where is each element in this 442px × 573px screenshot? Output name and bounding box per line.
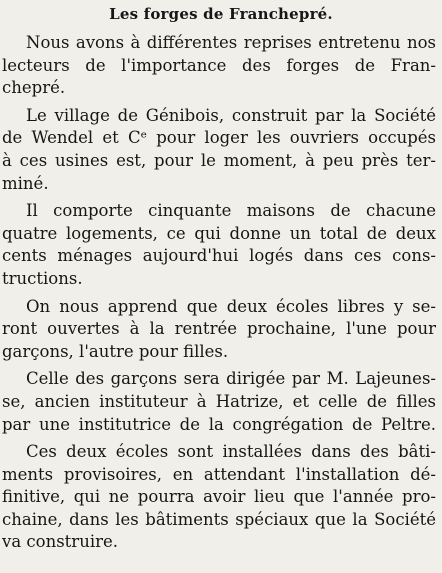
paragraph-line: va construire. xyxy=(2,532,118,552)
paragraph-line: Il comporte cinquante maisons de chacune xyxy=(26,201,436,221)
paragraph-line: miné. xyxy=(2,173,49,193)
article-title: Les forges de Franchepré. xyxy=(109,5,333,23)
paragraph-line: de Wendel et Cᵉ pour loger les ouvriers occupés xyxy=(2,128,436,148)
paragraph-line: cents ménages aujourd'hui logés dans ces cons- xyxy=(2,246,436,266)
paragraph-line: Nous avons à différentes reprises entretenu nos xyxy=(26,33,436,52)
paragraph-line: On nous apprend que deux écoles libres y se- xyxy=(26,296,436,316)
article-body xyxy=(2,32,436,554)
paragraph-line: chaine, dans les bâtiments spéciaux que la Société xyxy=(2,509,436,529)
paragraph-line: tructions. xyxy=(2,268,83,288)
paragraph-line: lecteurs de l'importance des forges de Fran- xyxy=(2,55,436,75)
paragraph-line: garçons, l'autre pour filles. xyxy=(2,341,229,361)
paragraph-line: finitive, qui ne pourra avoir lieu que l'année pro- xyxy=(2,487,436,507)
paragraph-line: à ces usines est, pour le moment, à peu près ter- xyxy=(2,150,436,170)
paragraph-line: quatre logements, ce qui donne un total de deux xyxy=(2,223,436,243)
paragraph-line: se, ancien instituteur à Hatrize, et celle de filles xyxy=(2,391,436,411)
paragraph-2 xyxy=(2,105,436,195)
paragraph-5 xyxy=(2,368,436,436)
paragraph-line: Celle des garçons sera dirigée par M. Lajeunes- xyxy=(26,369,436,389)
paragraph-line: Le village de Génibois, construit par la Société xyxy=(26,105,436,125)
paragraph-3 xyxy=(2,200,436,290)
paragraph-4 xyxy=(2,296,436,364)
paragraph-line: ments provisoires, en attendant l'installation dé- xyxy=(2,464,436,484)
paragraph-line: chepré. xyxy=(2,78,66,98)
paragraph-1 xyxy=(2,32,436,100)
paragraph-6 xyxy=(2,441,436,554)
paragraph-line: Ces deux écoles sont installées dans des bâti- xyxy=(26,442,436,462)
paragraph-line: ront ouvertes à la rentrée prochaine, l'une pour xyxy=(2,319,436,339)
paragraph-line: par une institutrice de la congrégation de Peltre. xyxy=(2,414,436,434)
